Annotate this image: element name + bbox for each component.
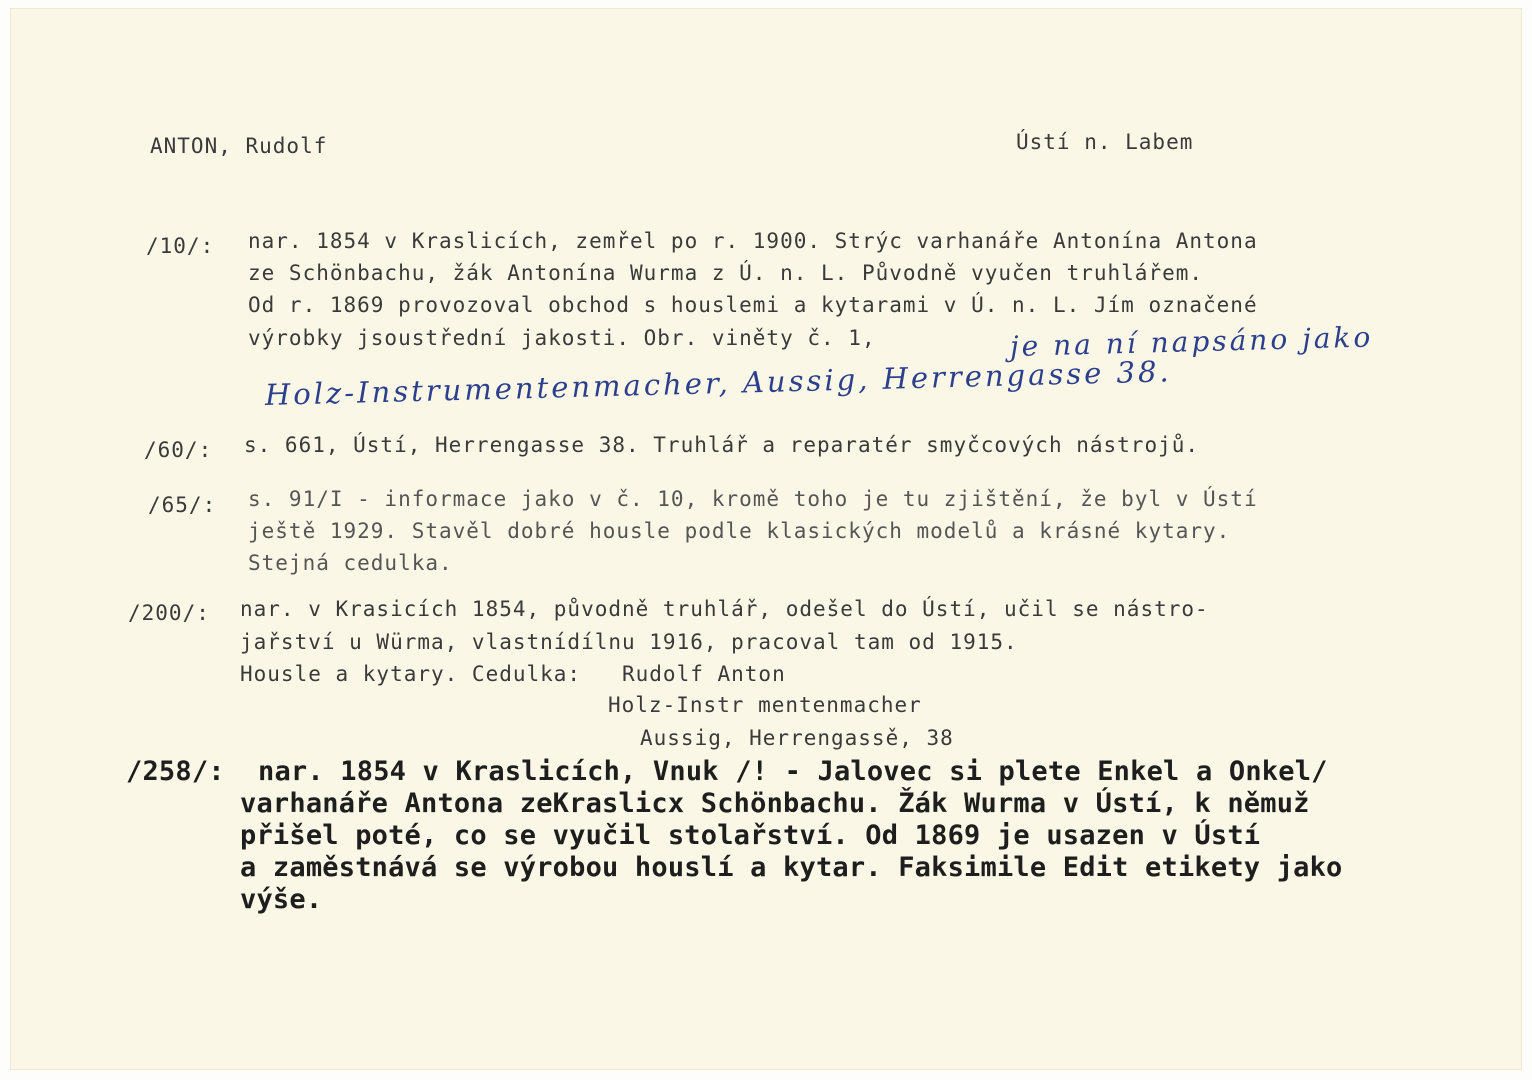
entry-200-line: nar. v Krasicích 1854, původně truhlář, odešel do Ústí, učil se nástro- [240,597,1209,621]
entry-258-line: nar. 1854 v Kraslicích, Vnuk /! - Jalovec si plete Enkel a Onkel/ [258,756,1328,787]
entry-200-line: Housle a kytary. Cedulka: Rudolf Anton [240,662,786,686]
entry-60-line: s. 661, Ústí, Herrengasse 38. Truhlář a reparatér smyčcových nástrojů. [244,433,1200,457]
entry-10-line: Od r. 1869 provozoval obchod s houslemi a kytarami v Ú. n. L. Jím označené [248,293,1258,317]
entry-10-ref: /10/: [146,234,215,258]
handwritten-note: je na ní napsáno jako [1009,320,1374,363]
entry-200-line: jařství u Würma, vlastnídílnu 1916, pracoval tam od 1915. [240,630,1018,654]
entry-258-line: a zaměstnává se výrobou houslí a kytar. Faksimile Edit etikety jako [240,852,1343,883]
entry-258-line: varhanáře Antona zeKraslicx Schönbachu. Žák Wurma v Ústí, k němuž [240,788,1310,819]
entry-258-line: výše. [240,884,323,915]
entry-10-line: nar. 1854 v Kraslicích, zemřel po r. 1900. Strýc varhanáře Antonína Antona [248,229,1258,253]
entry-200-label-line: Holz-Instr mentenmacher [608,693,922,717]
entry-258-line: přišel poté, co se vyučil stolařství. Od 1869 je usazen v Ústí [240,820,1261,851]
entry-200-label-line: Aussig, Herrengassě, 38 [640,726,954,750]
record-place: Ústí n. Labem [1016,130,1194,154]
entry-60-ref: /60/: [144,438,213,462]
entry-258-ref: /258/: [126,756,225,787]
entry-10-line: výrobky jsoustřední jakosti. Obr. viněty č. 1, [248,326,876,350]
entry-65-line: Stejná cedulka. [248,551,453,575]
record-card [10,8,1522,1070]
entry-65-ref: /65/: [148,493,217,517]
record-name: ANTON, Rudolf [150,134,328,158]
entry-10-line: ze Schönbachu, žák Antonína Wurma z Ú. n. L. Původně vyučen truhlářem. [248,261,1204,285]
entry-65-line: s. 91/I - informace jako v č. 10, kromě toho je tu zjištění, že byl v Ústí [248,487,1258,511]
handwritten-note: Holz-Instrumentenmacher, Aussig, Herrengasse 38. [264,354,1173,412]
entry-200-ref: /200/: [128,601,210,625]
entry-65-line: ještě 1929. Stavěl dobré housle podle klasických modelů a krásné kytary. [248,519,1231,543]
